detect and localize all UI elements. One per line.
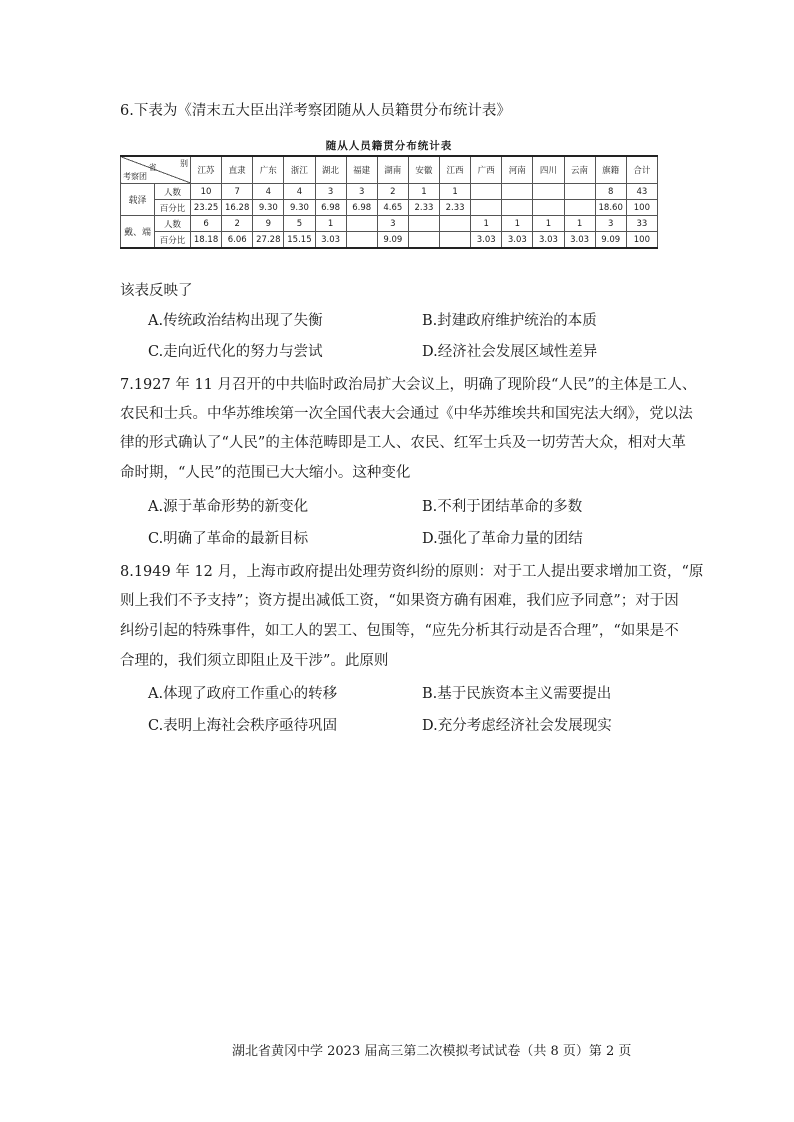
table-cell: 1 xyxy=(471,216,502,232)
table-cell: 8 xyxy=(595,184,626,200)
row-label-cell: 百分比 xyxy=(155,232,191,249)
table-cell xyxy=(533,184,564,200)
table-row xyxy=(121,200,658,216)
table-cell xyxy=(502,200,533,216)
table-cell: 4.65 xyxy=(377,200,408,216)
q6-option-a[interactable]: A.传统政治结构出现了失衡 xyxy=(148,313,323,329)
table-cell: 10 xyxy=(191,184,222,200)
table-cell: 3.03 xyxy=(315,232,346,249)
table-cell: 9.09 xyxy=(377,232,408,249)
table-cell: 2.33 xyxy=(440,200,471,216)
table-cell xyxy=(346,232,377,249)
table-cell: 9 xyxy=(253,216,284,232)
q7-line-1: 7.1927 年 11 月召开的中共临时政治局扩大会议上，明确了现阶段“人民”的主体是工人、 xyxy=(120,377,697,393)
q8-line-4: 合理的，我们须立即阻止及干涉”。此原则 xyxy=(120,653,389,669)
col-header: 四川 xyxy=(533,156,564,184)
table-row xyxy=(121,216,658,232)
table-cell: 9.30 xyxy=(284,200,315,216)
table-cell: 27.28 xyxy=(253,232,284,249)
table-cell xyxy=(471,200,502,216)
table-cell: 1 xyxy=(440,184,471,200)
table-cell: 1 xyxy=(408,184,439,200)
table-cell: 6 xyxy=(191,216,222,232)
table-cell: 9.30 xyxy=(253,200,284,216)
row-label-cell: 人数 xyxy=(155,216,191,232)
table-cell: 3 xyxy=(315,184,346,200)
col-header: 浙江 xyxy=(284,156,315,184)
table-cell xyxy=(564,184,595,200)
q7-option-c[interactable]: C.明确了革命的最新目标 xyxy=(148,531,309,547)
table-cell: 9.09 xyxy=(595,232,626,249)
table-cell: 43 xyxy=(626,184,657,200)
table-cell: 23.25 xyxy=(191,200,222,216)
q7-line-2: 农民和士兵。中华苏维埃第一次全国代表大会通过《中华苏维埃共和国宪法大纲》，党以法 xyxy=(120,406,693,422)
table-cell: 3 xyxy=(346,184,377,200)
group-label-cell: 戴、端 xyxy=(121,216,155,249)
table-cell: 1 xyxy=(533,216,564,232)
table-cell xyxy=(471,184,502,200)
table-header-row xyxy=(121,156,658,184)
row-label-cell: 百分比 xyxy=(155,200,191,216)
q8-line-3: 纠纷引起的特殊事件，如工人的罢工、包围等，“应先分析其行动是否合理”，“如果是不 xyxy=(120,623,679,639)
col-header: 旗籍 xyxy=(595,156,626,184)
q6-prompt: 该表反映了 xyxy=(120,283,193,299)
table-cell: 3 xyxy=(377,216,408,232)
table-cell: 4 xyxy=(253,184,284,200)
table-cell xyxy=(533,200,564,216)
q8-option-a[interactable]: A.体现了政府工作重心的转移 xyxy=(148,686,338,702)
table-cell: 4 xyxy=(284,184,315,200)
q6-option-c[interactable]: C.走向近代化的努力与尝试 xyxy=(148,344,323,360)
col-header: 湖南 xyxy=(377,156,408,184)
col-header: 福建 xyxy=(346,156,377,184)
table-cell: 100 xyxy=(626,232,657,249)
table-cell: 5 xyxy=(284,216,315,232)
table-cell xyxy=(440,232,471,249)
q8-line-2: 则上我们不予支持”；资方提出减低工资，“如果资方确有困难，我们应予同意”；对于因 xyxy=(120,593,679,609)
table-row xyxy=(121,232,658,249)
col-header: 河南 xyxy=(502,156,533,184)
table-cell: 1 xyxy=(502,216,533,232)
table-cell: 2.33 xyxy=(408,200,439,216)
col-header: 江西 xyxy=(440,156,471,184)
table-cell: 6.98 xyxy=(315,200,346,216)
table-title: 随从人员籍贯分布统计表 xyxy=(325,140,453,152)
table-cell: 1 xyxy=(564,216,595,232)
table-cell: 100 xyxy=(626,200,657,216)
group-label-cell: 载泽 xyxy=(121,184,155,216)
col-header: 安徽 xyxy=(408,156,439,184)
col-header: 直隶 xyxy=(222,156,253,184)
table-cell: 7 xyxy=(222,184,253,200)
table-cell: 3.03 xyxy=(533,232,564,249)
table-cell: 16.28 xyxy=(222,200,253,216)
q6-option-b[interactable]: B.封建政府维护统治的本质 xyxy=(422,313,597,329)
table-cell: 33 xyxy=(626,216,657,232)
table-cell: 18.60 xyxy=(595,200,626,216)
col-header: 云南 xyxy=(564,156,595,184)
page-footer: 湖北省黄冈中学 2023 届高三第二次模拟考试试卷（共 8 页）第 2 页 xyxy=(232,1044,632,1059)
q7-option-b[interactable]: B.不利于团结革命的多数 xyxy=(422,499,583,515)
table-cell xyxy=(346,216,377,232)
table-cell: 3.03 xyxy=(564,232,595,249)
q8-option-d[interactable]: D.充分考虑经济社会发展现实 xyxy=(422,718,612,734)
table-corner-cell xyxy=(121,156,191,184)
table-cell: 3.03 xyxy=(471,232,502,249)
col-header: 江苏 xyxy=(191,156,222,184)
table-cell: 2 xyxy=(222,216,253,232)
corner-label-bie: 别 xyxy=(180,159,188,168)
col-header: 广西 xyxy=(471,156,502,184)
table-cell: 15.15 xyxy=(284,232,315,249)
col-header: 广东 xyxy=(253,156,284,184)
q8-option-c[interactable]: C.表明上海社会秩序亟待巩固 xyxy=(148,718,338,734)
q7-line-4: 命时期，“人民”的范围已大大缩小。这种变化 xyxy=(120,465,411,481)
q8-line-1: 8.1949 年 12 月，上海市政府提出处理劳资纠纷的原则：对于工人提出要求增加工资，“原 xyxy=(120,564,704,580)
q7-line-3: 律的形式确认了“人民”的主体范畴即是工人、农民、红军士兵及一切劳苦大众，相对大革 xyxy=(120,435,686,451)
col-header: 湖北 xyxy=(315,156,346,184)
table-row xyxy=(121,184,658,200)
table-cell: 6.06 xyxy=(222,232,253,249)
q7-option-d[interactable]: D.强化了革命力量的团结 xyxy=(422,531,583,547)
row-label-cell: 人数 xyxy=(155,184,191,200)
table-cell: 3 xyxy=(595,216,626,232)
q6-stem: 6.下表为《清末五大臣出洋考察团随从人员籍贯分布统计表》 xyxy=(120,103,511,119)
table-cell: 6.98 xyxy=(346,200,377,216)
table-cell xyxy=(408,232,439,249)
table-cell xyxy=(440,216,471,232)
col-header: 合计 xyxy=(626,156,657,184)
q8-option-b[interactable]: B.基于民族资本主义需要提出 xyxy=(422,686,612,702)
q6-option-d[interactable]: D.经济社会发展区域性差异 xyxy=(422,344,598,360)
table-cell xyxy=(564,200,595,216)
corner-label-group: 考察团 xyxy=(123,172,147,181)
q7-option-a[interactable]: A.源于革命形势的新变化 xyxy=(148,499,309,515)
table-cell xyxy=(502,184,533,200)
table-cell: 3.03 xyxy=(502,232,533,249)
table-cell xyxy=(408,216,439,232)
table-cell: 18.18 xyxy=(191,232,222,249)
corner-label-province: 省 xyxy=(148,163,157,172)
table-cell: 2 xyxy=(377,184,408,200)
table-cell: 1 xyxy=(315,216,346,232)
stats-table xyxy=(120,155,658,249)
